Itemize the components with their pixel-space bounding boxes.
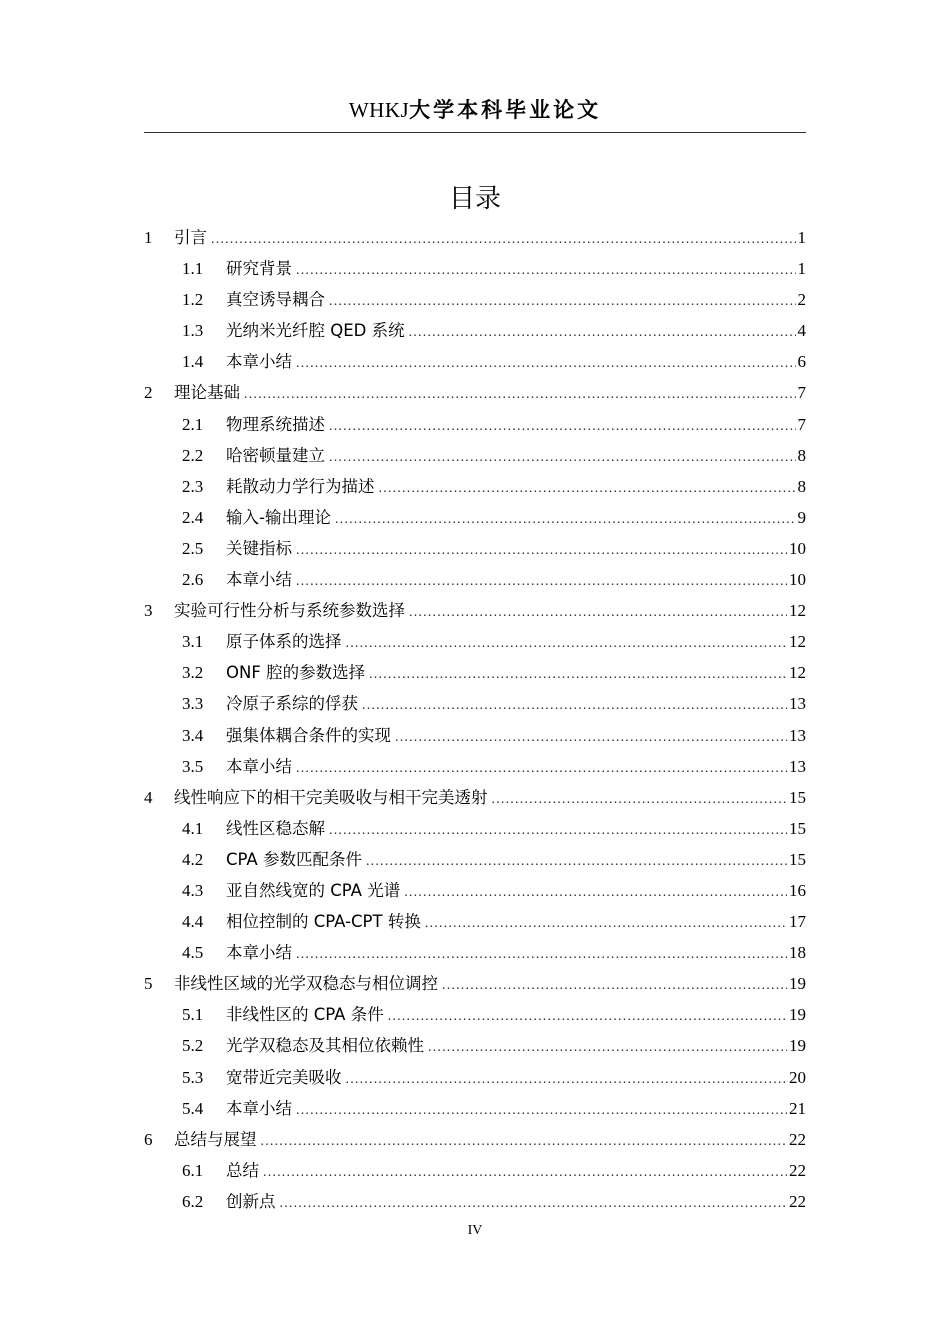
toc-entry-label: 总结与展望 (174, 1129, 257, 1149)
header-latin: WHKJ (348, 98, 410, 122)
toc-section-entry[interactable] (144, 253, 806, 284)
toc-section-entry[interactable] (144, 688, 806, 719)
toc-entry-label: 光学双稳态及其相位依赖性 (226, 1036, 424, 1056)
toc-entry-label: 输入-输出理论 (226, 507, 331, 527)
toc-entry-page: 12 (789, 632, 806, 652)
toc-leader-dots (388, 1001, 787, 1032)
toc-entry-label: 引言 (174, 228, 207, 247)
toc-leader-dots (346, 628, 788, 659)
toc-entry-number: 3.1 (182, 632, 204, 652)
toc-entry-label: 本章小结 (226, 1098, 292, 1118)
toc-leader-dots (366, 846, 787, 877)
toc-leader-dots (211, 224, 796, 255)
toc-entry-page: 4 (797, 321, 806, 341)
toc-section-entry[interactable] (144, 1155, 806, 1186)
toc-entry-number: 2.6 (182, 570, 204, 590)
toc-entry-label: 非线性区的 CPA 条件 (226, 1005, 384, 1025)
toc-leader-dots (442, 970, 787, 1001)
toc-entry-label: 原子体系的选择 (226, 632, 342, 652)
toc-entry-page: 19 (789, 974, 806, 994)
toc-entry-label: 亚自然线宽的 CPA 光谱 (226, 880, 401, 900)
toc-entry-page: 9 (797, 507, 806, 527)
toc-entry-label: 创新点 (226, 1191, 276, 1211)
toc-entry-page: 16 (789, 880, 806, 900)
toc-entry-page: 15 (789, 818, 806, 838)
toc-entry-number: 4.5 (182, 943, 204, 963)
toc-section-entry[interactable] (144, 999, 806, 1030)
toc-entry-page: 22 (789, 1191, 806, 1211)
header-title: 大学本科毕业论文 (409, 98, 602, 122)
toc-entry-page: 17 (789, 912, 806, 932)
toc-entry-number: 4.2 (182, 849, 204, 869)
toc-entry-label: 本章小结 (226, 756, 292, 776)
running-header (0, 94, 950, 124)
toc-section-entry[interactable] (144, 1062, 806, 1093)
toc-section-entry[interactable] (144, 751, 806, 782)
toc-entry-label: 总结 (226, 1160, 259, 1180)
toc-entry-page: 18 (789, 943, 806, 963)
toc-entry-page: 1 (797, 228, 806, 247)
toc-entry-label: 实验可行性分析与系统参数选择 (174, 601, 405, 621)
toc-entry-label: 关键指标 (226, 538, 292, 558)
toc-entry-number: 2.4 (182, 507, 204, 527)
table-of-contents (144, 222, 806, 1217)
toc-leader-dots (346, 1064, 788, 1095)
toc-entry-label: 本章小结 (226, 943, 292, 963)
toc-entry-number: 6.2 (182, 1191, 204, 1211)
toc-entry-number: 4.4 (182, 912, 204, 932)
toc-section-entry[interactable] (144, 440, 806, 471)
toc-entry-page: 13 (789, 725, 806, 745)
page-number: IV (467, 1223, 483, 1238)
toc-entry-label: 耗散动力学行为描述 (226, 476, 375, 496)
toc-leader-dots (244, 379, 796, 410)
toc-entry-number: 1.1 (182, 259, 204, 279)
toc-entry-label: 线性区稳态解 (226, 818, 325, 838)
toc-section-entry[interactable] (144, 471, 806, 502)
toc-entry-page: 22 (789, 1129, 806, 1149)
toc-entry-number: 5.1 (182, 1005, 204, 1025)
toc-section-entry[interactable] (144, 564, 806, 595)
toc-entry-page: 12 (789, 601, 806, 621)
toc-entry-page: 6 (797, 352, 806, 372)
toc-entry-page: 15 (789, 787, 806, 807)
toc-entry-label: 强集体耦合条件的实现 (226, 725, 391, 745)
toc-entry-label: 冷原子系综的俘获 (226, 694, 358, 714)
toc-entry-page: 13 (789, 694, 806, 714)
toc-leader-dots (329, 815, 787, 846)
toc-entry-label: 物理系统描述 (226, 414, 325, 434)
toc-section-entry[interactable] (144, 875, 806, 906)
toc-leader-dots (263, 1157, 787, 1188)
toc-entry-label: CPA 参数匹配条件 (226, 849, 362, 869)
toc-leader-dots (296, 566, 787, 597)
toc-entry-label: 相位控制的 CPA-CPT 转换 (226, 912, 421, 932)
toc-section-entry[interactable] (144, 1030, 806, 1061)
toc-entry-number: 3.4 (182, 725, 204, 745)
toc-section-entry[interactable] (144, 284, 806, 315)
toc-entry-number: 6 (144, 1129, 153, 1149)
toc-leader-dots (428, 1032, 787, 1063)
toc-entry-page: 10 (789, 570, 806, 590)
toc-entry-number: 3.2 (182, 663, 204, 683)
toc-entry-page: 15 (789, 849, 806, 869)
toc-entry-number: 2.1 (182, 414, 204, 434)
toc-entry-page: 13 (789, 756, 806, 776)
toc-entry-page: 20 (789, 1067, 806, 1087)
toc-section-entry[interactable] (144, 346, 806, 377)
toc-entry-number: 4.3 (182, 880, 204, 900)
toc-entry-number: 1.2 (182, 290, 204, 310)
toc-section-entry[interactable] (144, 502, 806, 533)
toc-entry-page: 19 (789, 1005, 806, 1025)
toc-entry-label: 线性响应下的相干完美吸收与相干完美透射 (174, 787, 488, 807)
toc-entry-label: 光纳米光纤腔 QED 系统 (226, 321, 405, 341)
toc-entry-label: 理论基础 (174, 383, 240, 403)
toc-leader-dots (329, 442, 796, 473)
toc-section-entry[interactable] (144, 906, 806, 937)
toc-entry-number: 5.3 (182, 1067, 204, 1087)
toc-entry-page: 1 (797, 259, 806, 279)
page-title: 目录 (448, 184, 501, 214)
toc-entry-label: 宽带近完美吸收 (226, 1067, 342, 1087)
toc-entry-number: 3 (144, 601, 153, 621)
toc-entry-label: 哈密顿量建立 (226, 445, 325, 465)
toc-entry-number: 4 (144, 787, 153, 807)
toc-leader-dots (404, 877, 787, 908)
toc-entry-number: 2 (144, 383, 153, 403)
toc-entry-page: 22 (789, 1160, 806, 1180)
toc-entry-page: 8 (797, 476, 806, 496)
toc-leader-dots (296, 753, 787, 784)
toc-entry-page: 21 (789, 1098, 806, 1118)
toc-chapter-entry[interactable] (144, 377, 806, 408)
toc-entry-number: 1 (144, 228, 153, 247)
toc-entry-label: 本章小结 (226, 570, 292, 590)
toc-entry-label: 非线性区域的光学双稳态与相位调控 (174, 974, 438, 994)
toc-entry-page: 7 (797, 414, 806, 434)
toc-section-entry[interactable] (144, 844, 806, 875)
toc-section-entry[interactable] (144, 1093, 806, 1124)
toc-entry-page: 12 (789, 663, 806, 683)
toc-leader-dots (296, 348, 796, 379)
toc-section-entry[interactable] (144, 937, 806, 968)
toc-leader-dots (296, 535, 787, 566)
toc-leader-dots (492, 784, 788, 815)
toc-entry-number: 5 (144, 974, 153, 994)
toc-entry-number: 6.1 (182, 1160, 204, 1180)
toc-leader-dots (335, 504, 796, 535)
toc-entry-number: 5.2 (182, 1036, 204, 1056)
toc-entry-page: 10 (789, 538, 806, 558)
toc-leader-dots (296, 939, 787, 970)
toc-leader-dots (369, 659, 787, 690)
toc-leader-dots (280, 1188, 788, 1219)
toc-entry-number: 5.4 (182, 1098, 204, 1118)
toc-chapter-entry[interactable] (144, 1124, 806, 1155)
header-rule (144, 132, 806, 133)
toc-entry-label: 本章小结 (226, 352, 292, 372)
toc-entry-number: 2.3 (182, 476, 204, 496)
toc-chapter-entry[interactable] (144, 595, 806, 626)
toc-leader-dots (296, 255, 796, 286)
toc-chapter-entry[interactable] (144, 222, 806, 253)
toc-entry-number: 4.1 (182, 818, 204, 838)
toc-entry-page: 19 (789, 1036, 806, 1056)
toc-section-entry[interactable] (144, 533, 806, 564)
toc-chapter-entry[interactable] (144, 968, 806, 999)
toc-entry-label: ONF 腔的参数选择 (226, 663, 366, 683)
toc-section-entry[interactable] (144, 813, 806, 844)
toc-chapter-entry[interactable] (144, 782, 806, 813)
toc-entry-label: 真空诱导耦合 (226, 290, 325, 310)
toc-entry-page: 8 (797, 445, 806, 465)
toc-entry-number: 2.2 (182, 445, 204, 465)
toc-leader-dots (261, 1126, 788, 1157)
toc-leader-dots (409, 597, 787, 628)
toc-leader-dots (395, 722, 787, 753)
toc-section-entry[interactable] (144, 315, 806, 346)
toc-entry-number: 1.4 (182, 352, 204, 372)
toc-entry-label: 研究背景 (226, 259, 292, 279)
toc-leader-dots (409, 317, 796, 348)
toc-leader-dots (362, 690, 787, 721)
toc-leader-dots (425, 908, 787, 939)
toc-entry-page: 2 (797, 290, 806, 310)
toc-entry-number: 3.3 (182, 694, 204, 714)
toc-section-entry[interactable] (144, 626, 806, 657)
toc-section-entry[interactable] (144, 409, 806, 440)
toc-entry-number: 2.5 (182, 538, 204, 558)
toc-leader-dots (329, 411, 796, 442)
toc-entry-page: 7 (797, 383, 806, 403)
toc-leader-dots (329, 286, 796, 317)
toc-entry-number: 3.5 (182, 756, 204, 776)
toc-section-entry[interactable] (144, 657, 806, 688)
toc-section-entry[interactable] (144, 720, 806, 751)
toc-leader-dots (296, 1095, 787, 1126)
toc-section-entry[interactable] (144, 1186, 806, 1217)
toc-entry-number: 1.3 (182, 321, 204, 341)
toc-leader-dots (379, 473, 796, 504)
